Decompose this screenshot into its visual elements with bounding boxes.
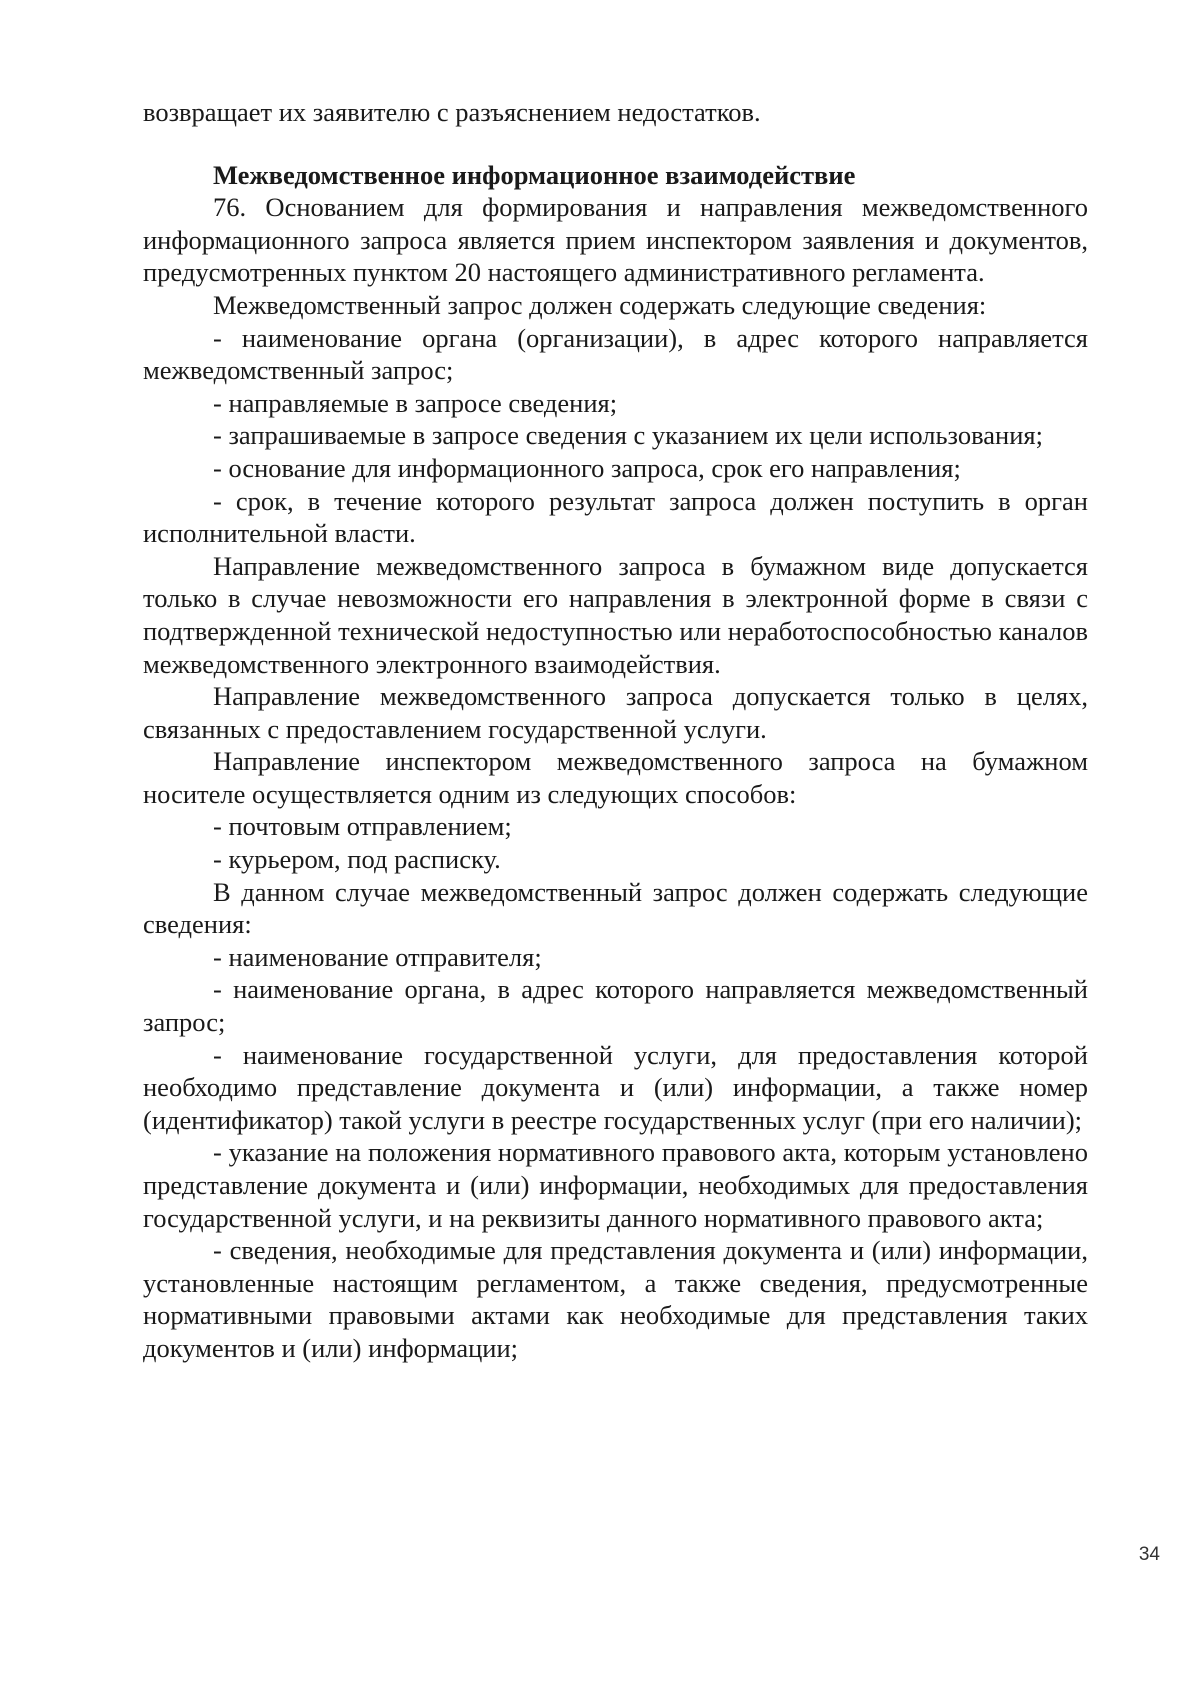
page-number: 34: [1138, 1544, 1160, 1565]
list-item: - курьером, под расписку.: [213, 844, 501, 875]
paragraph: Направление межведомственного запроса в бумажном виде допускается только в случае невозможности его направления в электронной форме в связи с подтвержденной технической недоступностью или неработоспособностью каналов межведомственного электронного взаимодействия.: [143, 550, 1088, 679]
lead-line: возвращает их заявителю с разъяснением недостатков.: [143, 97, 761, 127]
list-item: - запрашиваемые в запросе сведения с указанием их цели использования;: [213, 420, 1043, 451]
document-body: [143, 96, 1088, 1365]
list-item: - указание на положения нормативного правового акта, которым установлено представление документа и (или) информации, необходимых для предоставления государственной услуги, и на реквизиты данного нормативного правового акта;: [143, 1137, 1088, 1233]
paragraph: Направление межведомственного запроса допускается только в целях, связанных с предоставлением государственной услуги.: [143, 681, 1088, 744]
paragraph-76: 76. Основанием для формирования и направления межведомственного информационного запроса является прием инспектором заявления и документов, предусмотренных пунктом 20 настоящего административного регламента.: [143, 192, 1088, 288]
paragraph: Межведомственный запрос должен содержать следующие сведения:: [213, 289, 987, 320]
list-item: - основание для информационного запроса, срок его направления;: [213, 452, 961, 483]
list-item: - направляемые в запросе сведения;: [213, 387, 618, 418]
section-heading: Межведомственное информационное взаимодействие: [213, 159, 856, 190]
list-item: - наименование отправителя;: [213, 941, 542, 972]
list-item: - наименование государственной услуги, для предоставления которой необходимо представление документа и (или) информации, а также номер (идентификатор) такой услуги в реестре государственных услуг (при его наличии);: [143, 1039, 1088, 1135]
list-item: - срок, в течение которого результат запроса должен поступить в орган исполнительной власти.: [143, 485, 1088, 549]
list-item: - наименование органа (организации), в адрес которого направляется межведомственный запрос;: [143, 322, 1088, 386]
paragraph: Направление инспектором межведомственного запроса на бумажном носителе осуществляется одним из следующих способов:: [143, 746, 1088, 809]
paragraph: В данном случае межведомственный запрос должен содержать следующие сведения:: [143, 876, 1088, 940]
list-item: - сведения, необходимые для представления документа и (или) информации, установленные настоящим регламентом, а также сведения, предусмотренные нормативными правовыми актами как необходимые для представления таких документов и (или) информации;: [143, 1235, 1088, 1363]
list-item: - почтовым отправлением;: [213, 811, 512, 842]
list-item: - наименование органа, в адрес которого направляется межведомственный запрос;: [143, 974, 1088, 1038]
